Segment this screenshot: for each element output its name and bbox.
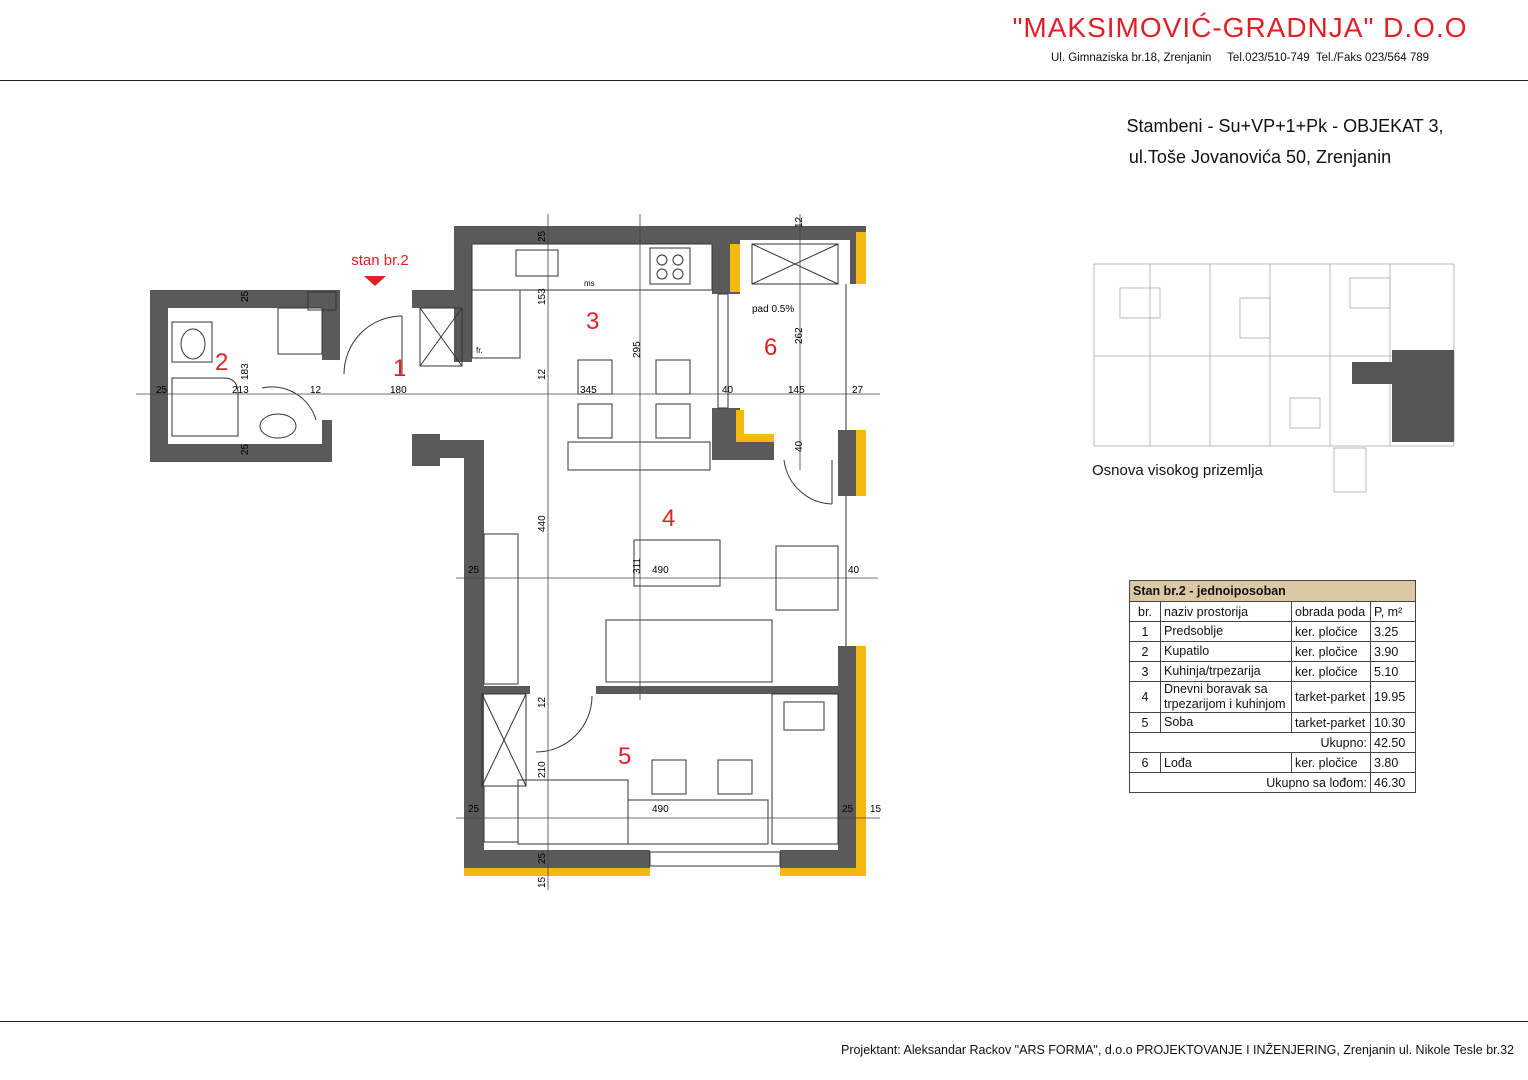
dimension-label: 145 [788,385,805,396]
dimension-label: 25 [240,290,251,302]
cell-area: 19.95 [1371,682,1416,713]
table-row [1130,642,1416,662]
total-label: Ukupno sa lođom: [1130,773,1371,793]
dimension-label: 210 [537,761,548,778]
cell-no: 3 [1130,662,1161,682]
cell-no: 5 [1130,713,1161,733]
table-row [1130,662,1416,682]
th-area: P, m² [1371,602,1416,622]
cell-room: Lođa [1161,753,1292,773]
dimension-label: 27 [852,385,864,396]
dimension-label: 25 [468,565,480,576]
cell-room: Predsoblje [1161,622,1292,642]
insulation [464,232,866,876]
dimension-label: 345 [580,385,597,396]
dimension-label: 12 [537,696,548,708]
cell-no: 1 [1130,622,1161,642]
dimension-label: 311 [632,558,643,574]
dimension-label: 15 [537,876,548,888]
cell-floor: ker. pločice [1292,622,1371,642]
label-ms: ms [584,279,595,288]
room-number-1: 1 [393,355,407,382]
cell-floor: tarket-parket [1292,713,1371,733]
dimension-label: 213 [232,385,249,396]
cell-room: Kupatilo [1161,642,1292,662]
cell-floor: ker. pločice [1292,753,1371,773]
project-address: ul.Toše Jovanovića 50, Zrenjanin [1128,147,1392,167]
room-numbers [215,308,777,770]
dimension-label: 25 [156,385,168,396]
cell-floor: ker. pločice [1292,642,1371,662]
dimension-values [156,216,882,888]
cell-area: 10.30 [1371,713,1416,733]
cell-area: 3.90 [1371,642,1416,662]
table-row [1130,753,1416,773]
dimension-label: 40 [848,565,860,576]
label-fr: fr. [476,346,483,355]
room-number-4: 4 [662,505,676,532]
cell-area: 3.25 [1371,622,1416,642]
subtotal-row [1130,733,1416,753]
cell-room: Kuhinja/trpezarija [1161,662,1292,682]
dimension-label: 490 [652,804,669,815]
cell-room: Soba [1161,713,1292,733]
cell-room: Dnevni boravak sa trpezarijom i kuhinjom [1161,682,1292,713]
furniture [172,244,846,866]
cell-no: 4 [1130,682,1161,713]
dimension-label: 183 [240,363,251,380]
key-plan-caption: Osnova visokog prizemlja [1092,462,1263,479]
table-header-row [1130,602,1416,622]
subtotal-value: 42.50 [1371,733,1416,753]
th-floor: obrada poda [1292,602,1371,622]
cell-floor: tarket-parket [1292,682,1371,713]
cell-floor: ker. pločice [1292,662,1371,682]
dimension-label: 440 [537,515,548,532]
dimension-label: 490 [652,565,669,576]
subtotal-label: Ukupno: [1130,733,1371,753]
project-title: Stambeni - Su+VP+1+Pk - OBJEKAT 3, [1126,116,1444,136]
cell-no: 6 [1130,753,1161,773]
dimension-label: 25 [468,804,480,815]
room-number-2: 2 [215,349,229,376]
dimension-label: 262 [794,327,805,344]
slope-label: pad 0.5% [752,304,795,315]
room-area-table [1129,580,1416,793]
table-row [1130,622,1416,642]
company-name: "MAKSIMOVIĆ-GRADNJA" D.O.O [1012,12,1468,43]
dimension-lines [136,214,880,890]
dimension-label: 25 [537,230,548,242]
room-number-5: 5 [618,743,632,770]
walls [150,226,866,876]
dimension-label: 295 [632,341,643,358]
cell-area: 3.80 [1371,753,1416,773]
th-room: naziv prostorija [1161,602,1292,622]
dimension-label: 153 [537,288,548,305]
total-row [1130,773,1416,793]
table-title: Stan br.2 - jednoiposoban [1130,581,1416,602]
dimension-label: 40 [722,385,734,396]
dimension-label: 25 [842,804,854,815]
dimension-label: 25 [537,852,548,864]
cell-area: 5.10 [1371,662,1416,682]
total-value: 46.30 [1371,773,1416,793]
key-plan-highlight [1352,350,1454,442]
dimension-label: 12 [794,216,805,228]
key-plan [1090,258,1460,494]
dimension-label: 12 [310,385,322,396]
dimension-label: 40 [794,440,805,452]
entrance-label: stan br.2 [351,252,409,269]
table-row [1130,713,1416,733]
cell-no: 2 [1130,642,1161,662]
footer-credits: Projektant: Aleksandar Rackov "ARS FORMA", d.o.o PROJEKTOVANJE I INŽENJERING, Zrenjanin ul. Nikole Tesle br.32 [840,1043,1514,1057]
dimension-label: 15 [870,804,882,815]
entrance-marker [364,276,386,286]
th-no: br. [1130,602,1161,622]
company-address: Ul. Gimnaziska br.18, Zrenjanin Tel.023/510-749 Tel./Faks 023/564 789 [1050,52,1430,64]
dimension-label: 25 [240,443,251,455]
dimension-label: 12 [537,368,548,380]
table-row [1130,682,1416,713]
room-number-3: 3 [586,308,600,335]
dimension-label: 180 [390,385,407,396]
room-number-6: 6 [764,334,778,361]
